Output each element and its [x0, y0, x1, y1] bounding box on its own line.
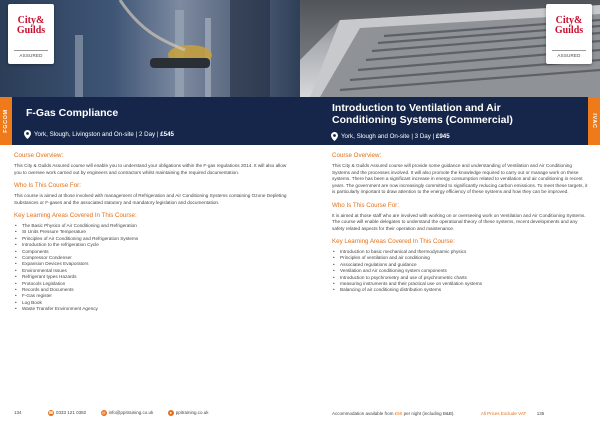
meta-separator: | — [156, 131, 159, 139]
overview-text: This City & Guilds Assured course will provide some guidance and understanding of Ventilation and Air Conditioning Systems and the processes involved. It will also promote the knowledge required to carry out or manage work on these systems. There has been a significant increase in energy consumption related to ventilation and air conditioning in recent years. The government are now increasingly committed to significantly reducing carbon emissions. To meet these targets, it is particularly important to draw attention to the energy efficiency of these systems and how they can be improved. — [332, 163, 588, 194]
list-item: • Log Book — [14, 300, 290, 306]
list-item: • Introduction to psychrometry and use of psychrometric charts — [332, 275, 590, 281]
logo-line2: Guilds — [16, 25, 46, 36]
course-meta — [331, 132, 450, 141]
list-item: • Associated regulations and guidance — [332, 262, 590, 268]
course-code-tab — [0, 97, 12, 145]
list-item: • Components — [14, 249, 290, 255]
list-item: • Principles of Air Conditioning and Refrigeration Systems — [14, 236, 290, 242]
city-guilds-logo — [546, 4, 592, 64]
right-footer — [332, 411, 544, 416]
left-footer — [14, 410, 209, 416]
list-item: • SI Units Pressure Temperature — [14, 229, 290, 235]
course-content — [14, 152, 290, 313]
footer-website[interactable]: ppitraining.co.uk — [175, 410, 209, 416]
course-code-tab — [588, 97, 600, 145]
page-number: 134 — [14, 410, 22, 416]
course-locations: York, Slough and On-site — [341, 133, 410, 141]
course-duration: 2 Day — [138, 131, 156, 139]
footer-phone[interactable]: 0333 121 0382 — [56, 410, 87, 416]
list-item: • Introduction to the refrigeration Cycle — [14, 242, 290, 248]
course-title-line1: Introduction to Ventilation and Air — [332, 102, 501, 114]
course-header-band — [0, 97, 300, 145]
logo-line2: Guilds — [554, 25, 584, 36]
overview-text: This City & Guilds Assured course will enable you to understand your obligations within the F-gas regulations 2014. It will also allow you to oversee work carried out by engineers and contractors whilst maintaining the required documentation. — [14, 163, 287, 175]
accommodation-post: per night (including B&B). — [403, 411, 455, 416]
location-pin-icon — [24, 130, 31, 139]
list-item: • Ventilation and Air conditioning system components — [332, 268, 590, 274]
list-item: • Expansion Devices Evaporators — [14, 261, 290, 267]
list-item: • Principles of ventilation and air conditioning — [332, 255, 590, 261]
phone-icon: ☎ — [48, 410, 54, 415]
city-guilds-logo — [8, 4, 54, 64]
course-title — [332, 102, 513, 126]
list-item: • measuring instruments and their practical use on ventilation systems — [332, 281, 590, 287]
logo-line1: City& — [555, 15, 583, 26]
location-pin-icon — [331, 132, 338, 141]
list-item: • Records and Documents — [14, 287, 290, 293]
course-title-line2: Conditioning Systems (Commercial) — [332, 114, 513, 126]
key-areas-heading: Key Learning Areas Covered In This Course: — [14, 212, 137, 219]
list-item: • Protocols Legislation — [14, 281, 290, 287]
course-duration: 3 Day — [414, 133, 431, 141]
course-code: IVAC — [591, 113, 597, 129]
list-item: • Environmental Issues — [14, 268, 290, 274]
course-locations: York, Slough, Livingston and On-site — [34, 131, 134, 139]
key-areas-list — [14, 223, 290, 313]
overview-heading: Course Overview: — [332, 152, 382, 159]
meta-separator: | — [432, 133, 435, 141]
course-price: £545 — [160, 131, 174, 139]
footer-email[interactable]: info@ppitraining.co.uk — [108, 410, 154, 416]
course-price: £945 — [435, 133, 450, 141]
overview-heading: Course Overview: — [14, 152, 64, 159]
meta-separator: | — [411, 133, 413, 141]
right-page — [300, 0, 600, 425]
who-heading: Who Is This Course For: — [332, 201, 399, 209]
web-icon: ● — [169, 410, 172, 415]
who-text: It is aimed at those staff who are involved with working on or overseeing work on Ventilation and Air Conditioning Systems. The course will enable delegates to understand the operational theory of these systems, recent developments and any safety related aspects for their operation and maintenance. — [332, 212, 586, 231]
who-heading: Who Is This Course For: — [14, 182, 81, 189]
course-content — [332, 152, 590, 294]
who-text: This course is aimed at those involved with management of Refrigeration and Air Conditioning Systems containing Ozone Depleting Substances or F-gases and the associated statutory and mandatory legislation and documentation. — [14, 193, 287, 205]
list-item: • The Basic Physics of Air Conditioning and Refrigeration — [14, 223, 290, 229]
course-title: F-Gas Compliance — [26, 107, 119, 119]
list-item: • Refrigerant types Hazards — [14, 274, 290, 280]
key-areas-heading: Key Learning Areas Covered In This Course: — [332, 238, 455, 245]
list-item: • F-Gas register — [14, 293, 290, 299]
course-meta — [24, 130, 174, 139]
list-item: • Balancing of air conditioning distribution systems — [332, 287, 590, 293]
page-number: 135 — [536, 411, 545, 416]
logo-assured-badge: ASSURED — [14, 50, 48, 58]
email-icon: @ — [101, 410, 106, 415]
list-item: • Waste Transfer Environment Agency — [14, 306, 290, 312]
logo-assured-badge: ASSURED — [552, 50, 586, 58]
accommodation-price: £50 — [394, 411, 403, 416]
key-areas-list — [332, 249, 590, 294]
list-item: • Introduction to basic mechanical and thermodynamic physics — [332, 249, 590, 255]
course-code: FGCOM — [3, 109, 9, 133]
list-item: • Compressor Condenser — [14, 255, 290, 261]
vat-note: All Prices Exclude VAT — [480, 411, 527, 416]
meta-separator: | — [135, 131, 138, 139]
logo-line1: City& — [17, 15, 45, 26]
accommodation-pre: Accommodation available from — [332, 411, 394, 416]
course-header-band — [300, 97, 600, 145]
